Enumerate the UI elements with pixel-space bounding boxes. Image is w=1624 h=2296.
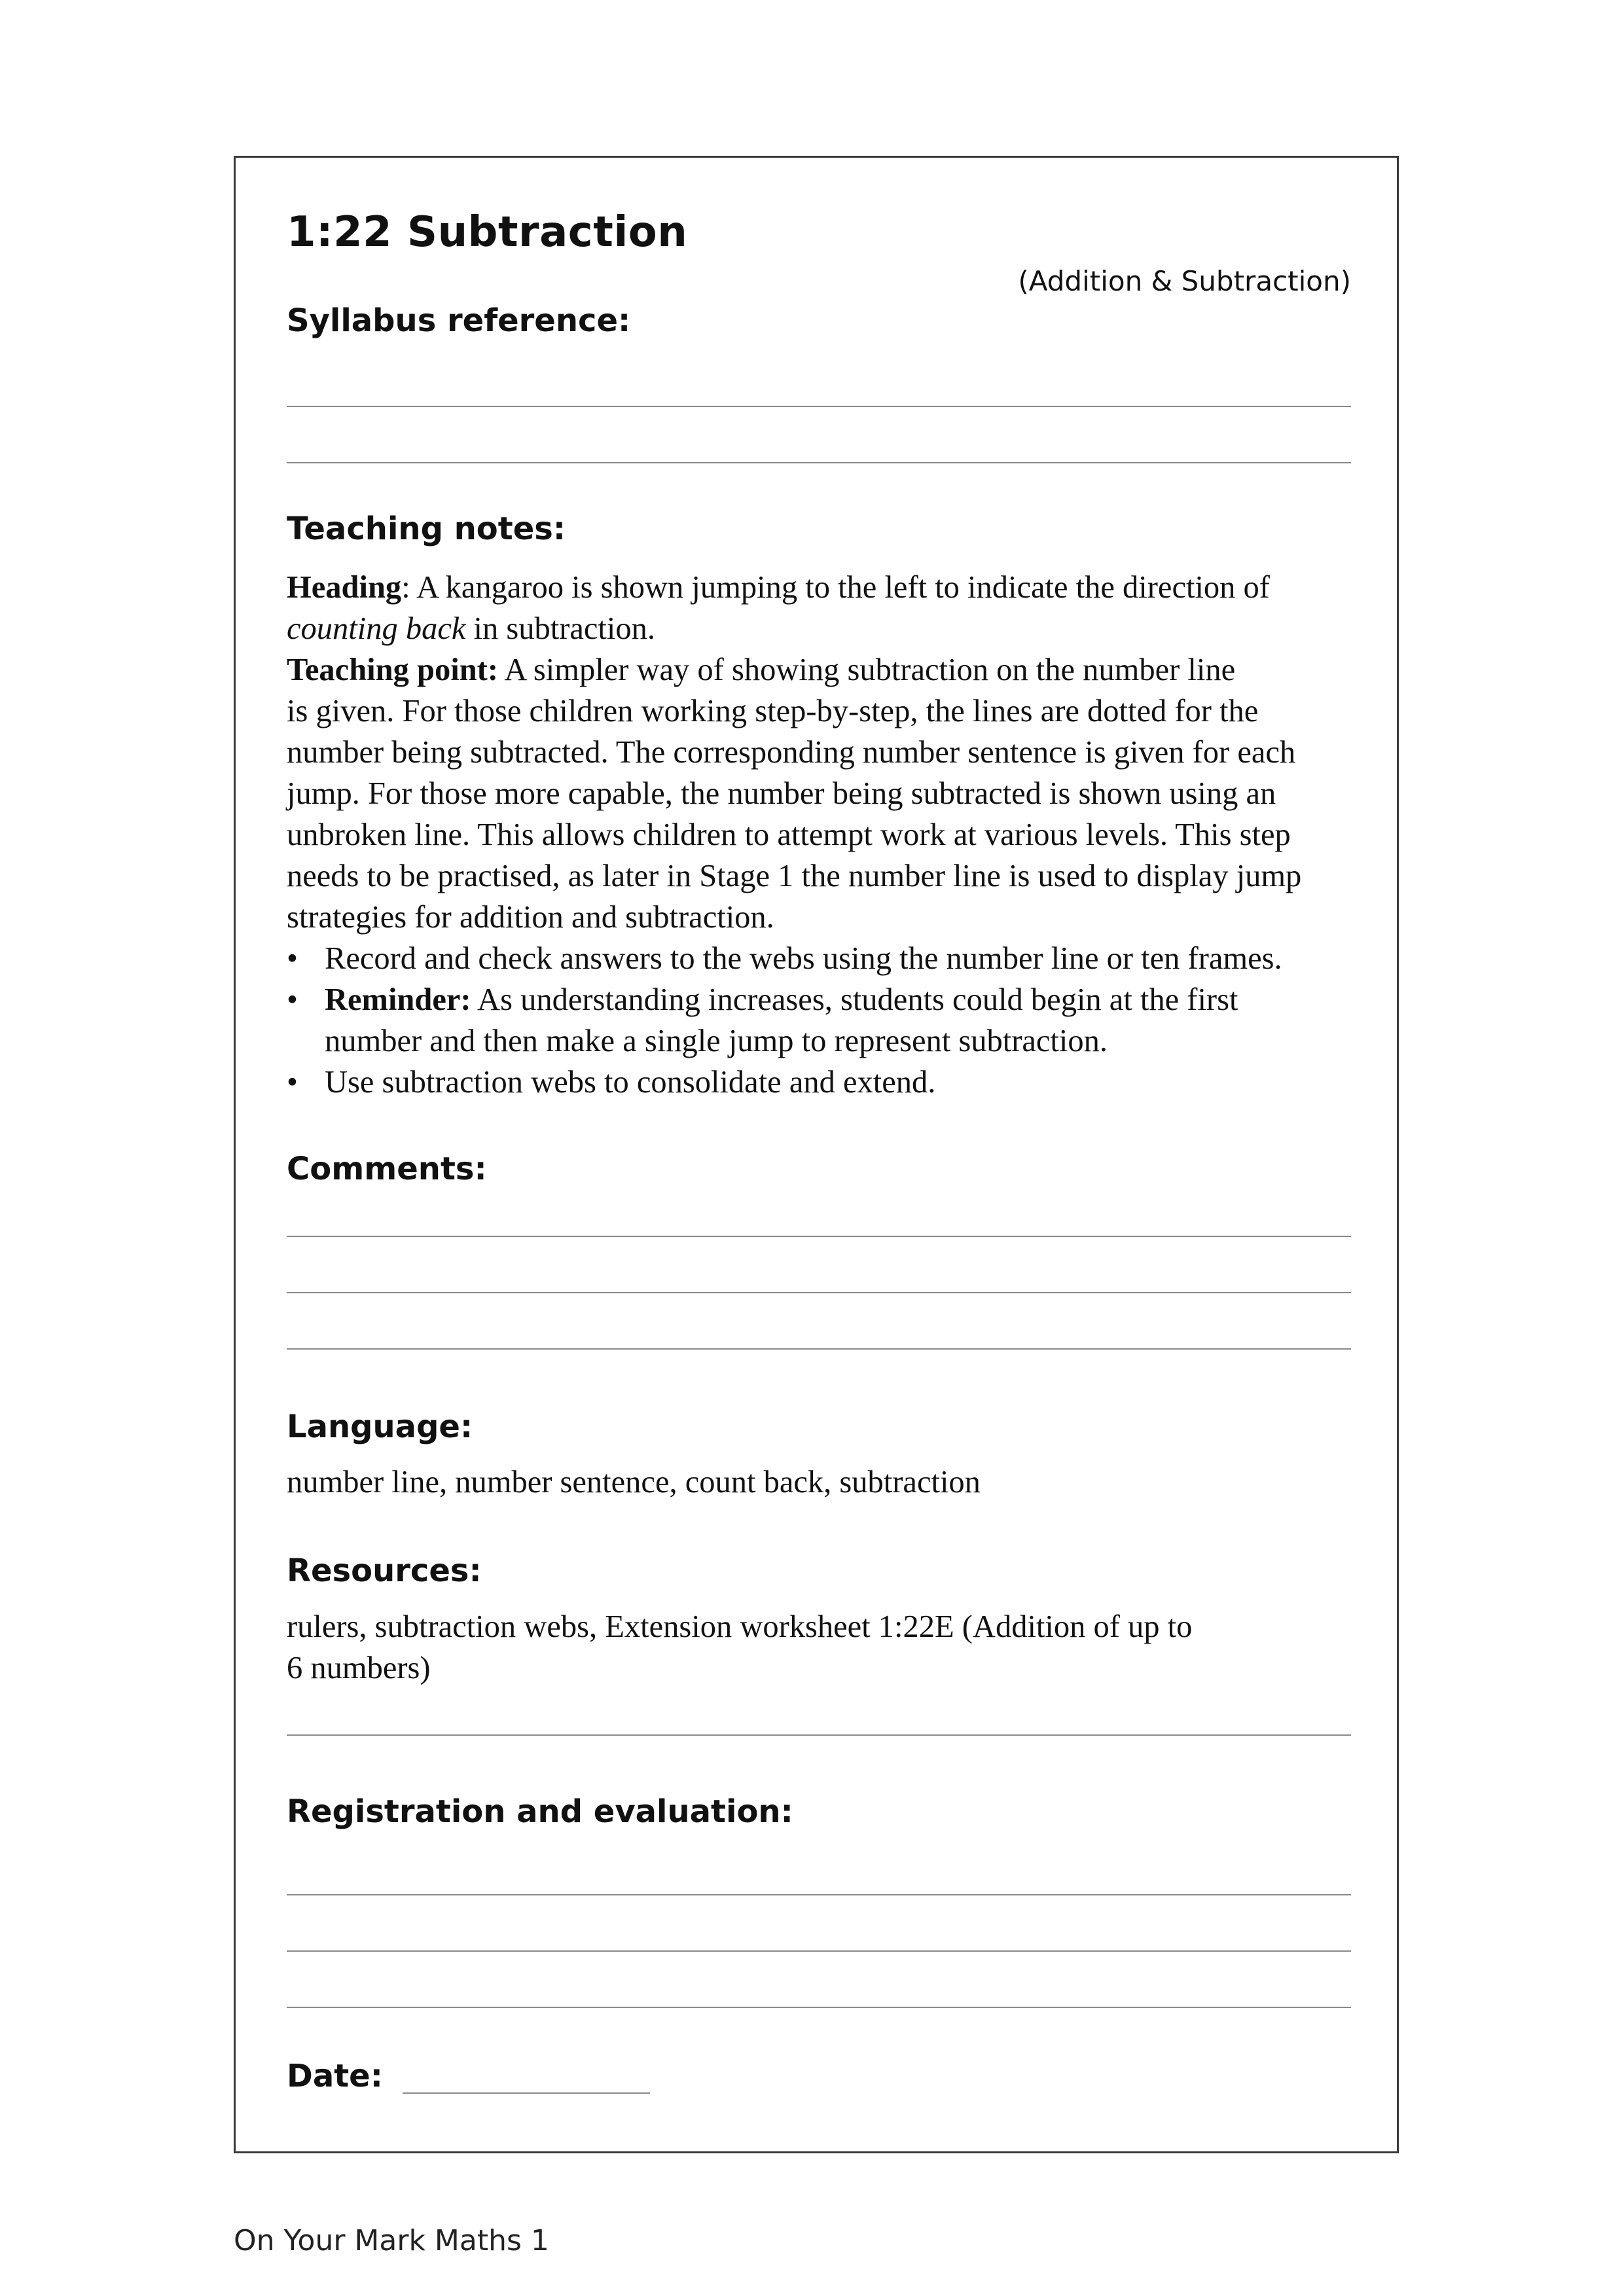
- heading-note-continued: [287, 608, 1360, 649]
- comments-line-2[interactable]: [287, 1292, 1351, 1293]
- list-item: [287, 979, 1360, 1062]
- teaching-point-label: Teaching point:: [287, 653, 498, 687]
- registration-line-2[interactable]: [287, 1950, 1351, 1952]
- teaching-notes-body: [287, 567, 1360, 1103]
- resources-label: Resources:: [287, 1552, 482, 1589]
- topic-label: (Addition & Subtraction): [1018, 265, 1351, 297]
- comments-label: Comments:: [287, 1151, 487, 1187]
- resources-text: [287, 1606, 1360, 1689]
- heading-note-italic: counting back: [287, 611, 466, 646]
- heading-note: [287, 567, 1360, 608]
- resources-line-2: 6 numbers): [287, 1651, 431, 1685]
- list-item: [287, 938, 1360, 979]
- heading-note-text-1: : A kangaroo is shown jumping to the left to indicate the direction of: [401, 570, 1270, 605]
- bullet-icon: •: [287, 982, 298, 1017]
- page-title: 1:22 Subtraction: [287, 208, 688, 257]
- language-text: number line, number sentence, count back, subtraction: [287, 1465, 981, 1499]
- registration-line-1[interactable]: [287, 1894, 1351, 1895]
- teaching-point-line-5: unbroken line. This allows children to attempt work at various levels. This step: [287, 817, 1291, 852]
- teaching-point-line-6: needs to be practised, as later in Stage 1 the number line is used to display jump: [287, 859, 1302, 893]
- footer-text: On Your Mark Maths 1: [234, 2224, 549, 2257]
- teaching-point-line-1: [287, 649, 1360, 691]
- registration-line-3[interactable]: [287, 2007, 1351, 2008]
- comments-line-3[interactable]: [287, 1348, 1351, 1350]
- resources-line[interactable]: [287, 1734, 1351, 1736]
- bullet-text: Use subtraction webs to consolidate and extend.: [325, 1065, 936, 1100]
- syllabus-line-2[interactable]: [287, 462, 1351, 463]
- heading-note-label: Heading: [287, 570, 402, 605]
- bullet-icon: •: [287, 1065, 298, 1100]
- language-label: Language:: [287, 1408, 473, 1445]
- reminder-text-1: As understanding increases, students could begin at the first: [471, 982, 1238, 1017]
- bullet-icon: •: [287, 941, 298, 976]
- list-item: [287, 1062, 1360, 1103]
- date-field-line[interactable]: [403, 2092, 650, 2094]
- bullet-text: Record and check answers to the webs using the number line or ten frames.: [325, 941, 1282, 976]
- syllabus-reference-label: Syllabus reference:: [287, 302, 631, 339]
- heading-note-text-2: in subtraction.: [465, 611, 656, 646]
- teaching-point-line-3: number being subtracted. The corresponding number sentence is given for each: [287, 735, 1296, 770]
- teaching-point-text-1: A simpler way of showing subtraction on the number line: [497, 653, 1236, 687]
- teaching-point-line-7: strategies for addition and subtraction.: [287, 900, 774, 935]
- date-label: Date:: [287, 2058, 383, 2094]
- reminder-text-2: number and then make a single jump to represent subtraction.: [325, 1024, 1108, 1058]
- reminder-label: Reminder:: [325, 982, 471, 1017]
- comments-line-1[interactable]: [287, 1236, 1351, 1237]
- resources-line-1: rulers, subtraction webs, Extension worksheet 1:22E (Addition of up to: [287, 1609, 1193, 1644]
- teaching-point-line-2: is given. For those children working step-by-step, the lines are dotted for the: [287, 694, 1259, 728]
- registration-label: Registration and evaluation:: [287, 1793, 793, 1830]
- teaching-notes-label: Teaching notes:: [287, 511, 566, 547]
- bullet-text-line-1: [325, 979, 1360, 1020]
- teaching-notes-bullets: [287, 938, 1360, 1103]
- teaching-point-line-4: jump. For those more capable, the number being subtracted is shown using an: [287, 776, 1276, 811]
- syllabus-line-1[interactable]: [287, 406, 1351, 407]
